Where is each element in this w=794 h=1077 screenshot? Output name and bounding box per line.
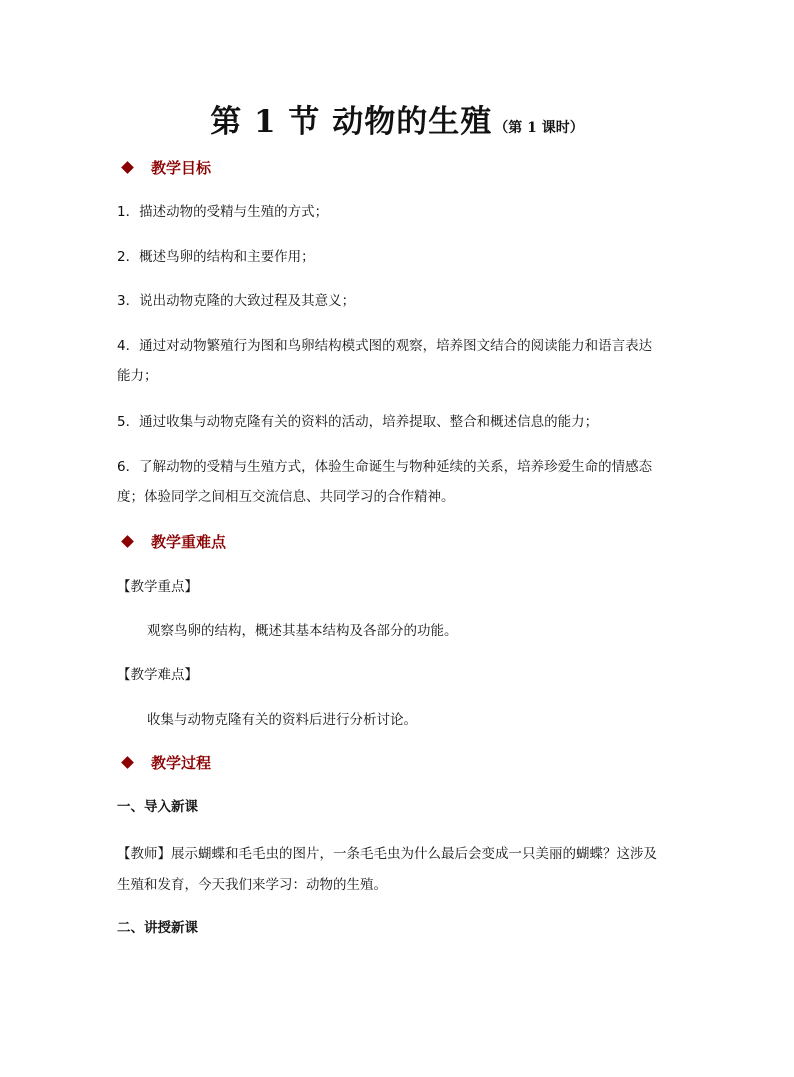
page-title-lesson: （第 1 课时） <box>494 120 584 136</box>
objective-item-4: 4．通过对动物繁殖行为图和鸟卵结构模式图的观察，培养图文结合的阅读能力和语言表达 <box>117 338 653 354</box>
objective-item-4-continued: 能力； <box>117 368 158 384</box>
section-label: 教学重难点 <box>151 532 227 551</box>
section-keypoints-heading <box>121 529 226 553</box>
objective-item-1: 1．描述动物的受精与生殖的方式； <box>117 204 329 220</box>
focus-label: 【教学重点】 <box>117 579 198 595</box>
page-title <box>0 96 794 141</box>
objective-item-5: 5．通过收集与动物克隆有关的资料的活动，培养提取、整合和概述信息的能力； <box>117 414 599 430</box>
objective-item-2: 2．概述鸟卵的结构和主要作用； <box>117 249 315 265</box>
page-title-main: 第 1 节 动物的生殖 <box>210 104 493 140</box>
section-label: 教学过程 <box>151 753 212 772</box>
diamond-icon <box>121 161 134 174</box>
difficulty-label: 【教学难点】 <box>117 667 198 683</box>
objective-item-6-continued: 度；体验同学之间相互交流信息、共同学习的合作精神。 <box>117 489 455 505</box>
part1-heading: 一、导入新课 <box>117 799 198 815</box>
section-label: 教学目标 <box>151 158 212 177</box>
focus-text: 观察鸟卵的结构，概述其基本结构及各部分的功能。 <box>147 623 458 639</box>
diamond-icon <box>121 756 134 769</box>
objective-item-6: 6．了解动物的受精与生殖方式，体验生命诞生与物种延续的关系，培养珍爱生命的情感态 <box>117 459 653 475</box>
difficulty-text: 收集与动物克隆有关的资料后进行分析讨论。 <box>147 712 417 728</box>
section-objectives-heading <box>121 155 211 179</box>
part1-line-2: 生殖和发育，今天我们来学习：动物的生殖。 <box>117 877 387 893</box>
diamond-icon <box>121 535 134 548</box>
part1-line-1: 【教师】展示蝴蝶和毛毛虫的图片，一条毛毛虫为什么最后会变成一只美丽的蝴蝶？这涉及 <box>117 846 657 862</box>
part2-heading: 二、讲授新课 <box>117 920 198 936</box>
section-process-heading <box>121 750 211 774</box>
objective-item-3: 3．说出动物克隆的大致过程及其意义； <box>117 293 356 309</box>
